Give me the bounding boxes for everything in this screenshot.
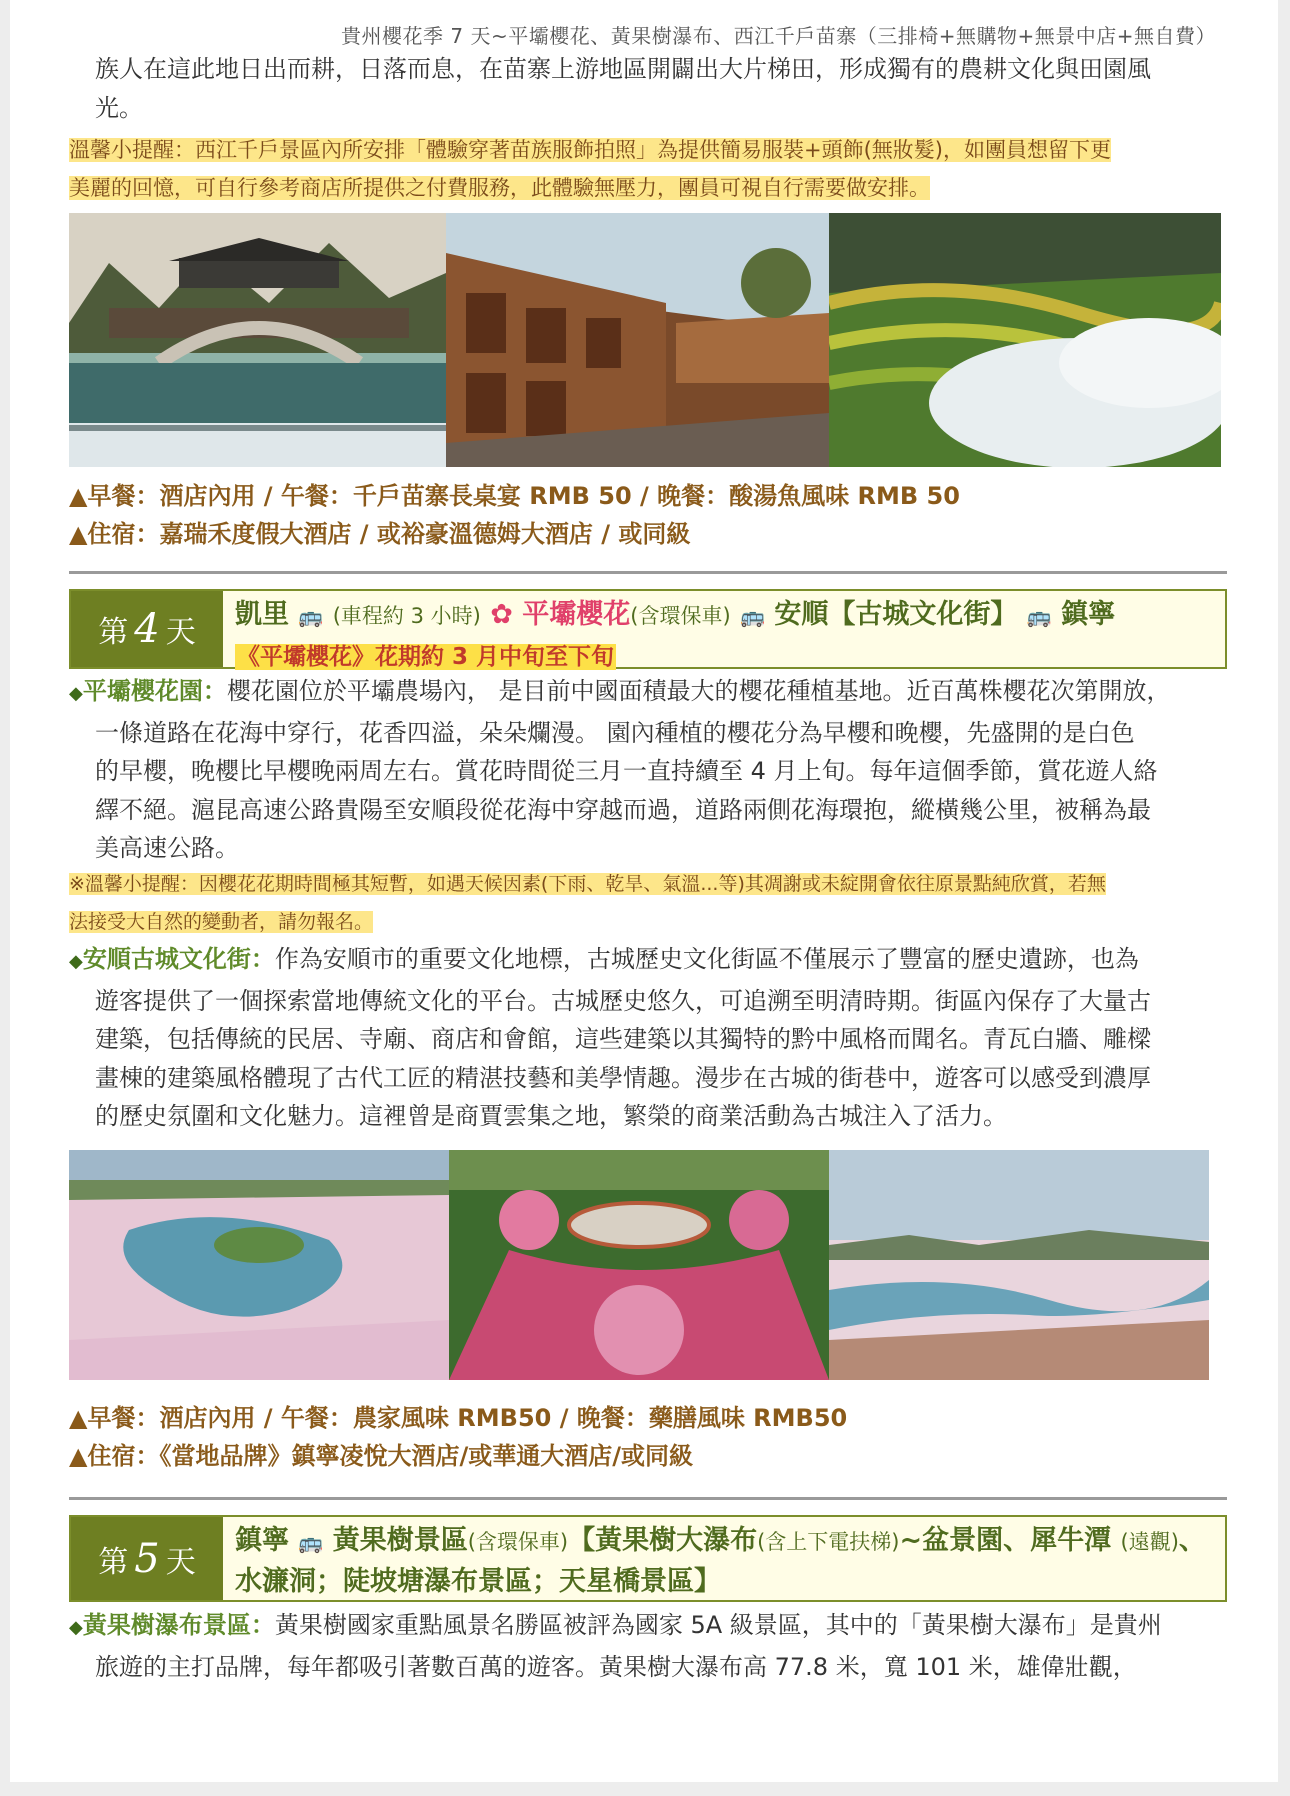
wind-rain-bridge-photo: [69, 213, 446, 467]
photo-strip-day4: [69, 1150, 1223, 1380]
diamond-bullet-icon: ◆: [69, 1617, 83, 1638]
day5-title: 鎮寧 🚌 黃果樹景區(含環保車)【黃果樹大瀑布(含上下電扶梯)~盆景園、犀牛潭 (遠觀)、水濂洞；陡坡塘瀑布景區；天星橋景區】: [223, 1517, 1225, 1600]
terraced-fields-mist-photo: [829, 213, 1221, 467]
hotel-info-day4: ▲住宿：《當地品牌》鎮寧凌悅大酒店/或華通大酒店/或同級: [69, 1442, 693, 1470]
day4-title: 凱里 🚌 (車程約 3 小時) ✿ 平壩櫻花(含環保車) 🚌 安順【古城文化街】 🚌 鎮寧 《平壩櫻花》花期約 3 月中旬至下旬: [223, 591, 1225, 667]
day-number: 5: [134, 1535, 160, 1582]
tip-box: [69, 865, 1229, 941]
day5-header: [69, 1515, 1227, 1602]
day5-label: 第 5 天: [71, 1517, 223, 1600]
tip-box: [69, 131, 1229, 207]
day4-label: 第 4 天: [71, 591, 223, 667]
paragraph-pingba-cherry: ◆平壩櫻花園：櫻花園位於平壩農場內， 是目前中國面積最大的櫻花種植基地。近百萬株櫻花次第開放， 一條道路在花海中穿行，花香四溢，朵朵爛漫。 園內種植的櫻花分為早櫻和晚櫻，先盛開的是白色 的早櫻，晚櫻比早櫻晚兩周左右。賞花時間從三月一直持續至 4 月上旬。每年這個季節，賞花遊人絡 繹不絕。滬昆高速公路貴陽至安順段從花海中穿越而過，道路兩側花海環抱，縱橫幾公里，被稱為最 美高速公路。: [69, 677, 1171, 862]
meal-info-day3: ▲早餐：酒店內用 / 午餐：千戶苗寨長桌宴 RMB 50 / 晚餐：酸湯魚風味 RMB 50: [69, 482, 960, 510]
page-header: 貴州櫻花季 7 天~平壩櫻花、黃果樹瀑布、西江千戶苗寨（三排椅+無購物+無景中店+無自費）: [341, 24, 1216, 48]
meal-info-day4: ▲早餐：酒店內用 / 午餐：農家風味 RMB50 / 晚餐：藥膳風味 RMB50: [69, 1404, 848, 1432]
intro-line: 光。: [95, 93, 143, 122]
paragraph-huangguoshu: ◆黃果樹瀑布景區：黃果樹國家重點風景名勝區被評為國家 5A 級景區，其中的「黃果樹大瀑布」是貴州 旅遊的主打品牌，每年都吸引著數百萬的遊客。黃果樹大瀑布高 77.8 米，寬 101 米，雄偉壯觀，: [69, 1611, 1162, 1681]
day4-header: [69, 589, 1227, 669]
tip-line: 法接受大自然的變動者，請勿報名。: [69, 911, 374, 933]
hotel-info-day3: ▲住宿：嘉瑞禾度假大酒店 / 或裕豪溫德姆大酒店 / 或同級: [69, 520, 691, 548]
bus-icon: 🚌: [298, 1530, 324, 1554]
cherry-garden-viewpoint-photo: [449, 1150, 829, 1380]
intro-line: 族人在這此地日出而耕，日落而息，在苗寨上游地區開闢出大片梯田，形成獨有的農耕文化與田園風: [95, 55, 1151, 83]
diamond-bullet-icon: ◆: [69, 951, 83, 972]
itinerary-page: [10, 0, 1278, 1782]
divider: [69, 571, 1227, 574]
bus-icon: 🚌: [740, 604, 765, 628]
diamond-bullet-icon: ◆: [69, 683, 83, 704]
paragraph-anshun-oldtown: ◆安順古城文化街：作為安順市的重要文化地標，古城歷史文化街區不僅展示了豐富的歷史遺跡，也為 遊客提供了一個探索當地傳統文化的平台。古城歷史悠久，可追溯至明清時期。街區內保存了大量古 建築，包括傳統的民居、寺廟、商店和會館，這些建築以其獨特的黔中風格而聞名。青瓦白牆、雕樑 畫棟的建築風格體現了古代工匠的精湛技藝和美學情趣。漫步在古城的街巷中，遊客可以感受到濃厚 的歷史氛圍和文化魅力。這裡曾是商賈雲集之地，繁榮的商業活動為古城注入了活力。: [69, 945, 1151, 1130]
cherry-blossom-icon: ✿: [490, 599, 513, 630]
photo-strip-day3: [69, 213, 1221, 467]
bus-icon: 🚌: [298, 604, 324, 628]
divider: [69, 1497, 1227, 1500]
cherry-lake-aerial-photo: [69, 1150, 449, 1380]
tip-line: 美麗的回憶，可自行參考商店所提供之付費服務，此體驗無壓力，團員可視自行需要做安排。: [69, 176, 930, 200]
bus-icon: 🚌: [1026, 604, 1052, 628]
miao-wooden-street-photo: [446, 213, 829, 467]
bloom-period-note: 《平壩櫻花》花期約 3 月中旬至下旬: [237, 644, 615, 670]
tip-line: ※溫馨小提醒：因櫻花花期時間極其短暫，如遇天候因素(下雨、乾旱、氣溫...等)其凋謝或未綻開會依往原景點純欣賞，若無: [69, 873, 1106, 895]
cherry-river-valley-photo: [829, 1150, 1209, 1380]
day-number: 4: [134, 606, 160, 652]
intro-paragraph: [95, 50, 1235, 127]
tip-line: 溫馨小提醒：西江千戶景區內所安排「體驗穿著苗族服飾拍照」為提供簡易服裝+頭飾(無妝髮)，如團員想留下更: [69, 138, 1111, 162]
